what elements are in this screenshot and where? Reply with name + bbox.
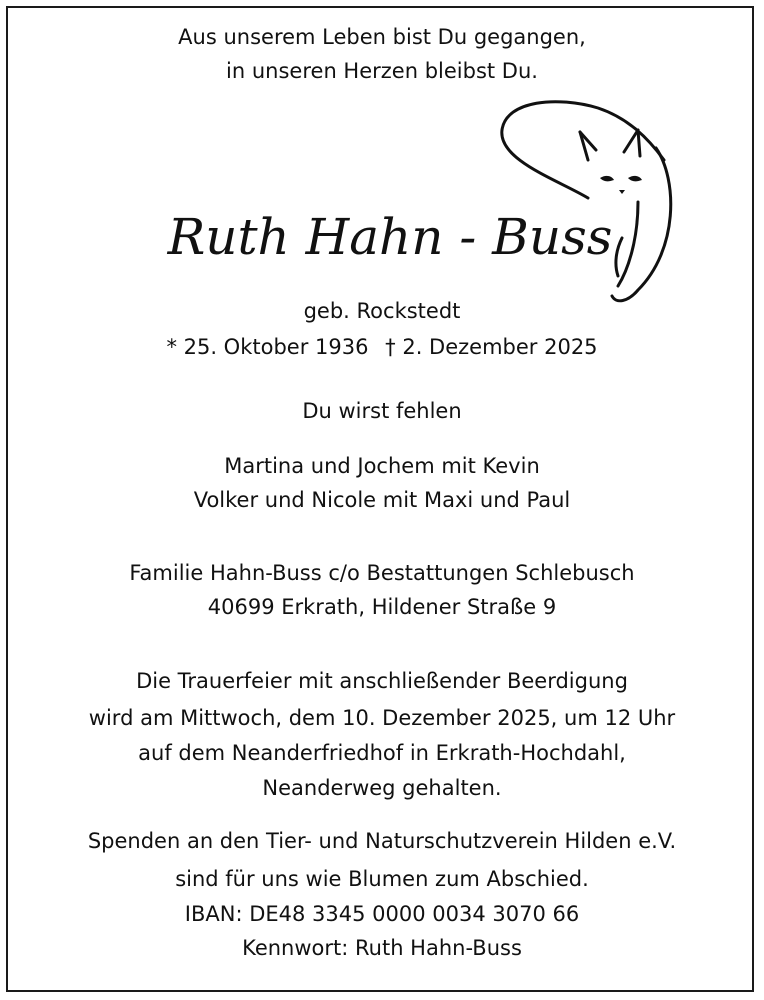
donation-iban: IBAN: DE48 3345 0000 0034 3070 66 bbox=[184, 902, 580, 926]
poem-line-1: Aus unserem Leben bist Du gegangen, bbox=[178, 25, 586, 49]
poem-line-2: in unseren Herzen bleibst Du. bbox=[226, 59, 538, 83]
address-line-1: Familie Hahn-Buss c/o Bestattungen Schlebusch bbox=[129, 561, 635, 585]
donation-line-2: sind für uns wie Blumen zum Abschied. bbox=[175, 867, 589, 891]
mourners-line-2: Volker und Nicole mit Maxi und Paul bbox=[193, 488, 571, 512]
life-dates bbox=[0, 332, 764, 362]
death-cross-icon: † bbox=[385, 335, 396, 359]
ceremony-line-1: Die Trauerfeier mit anschließender Beerdigung bbox=[136, 669, 628, 693]
ceremony-line-4: Neanderweg gehalten. bbox=[262, 776, 502, 800]
farewell-text: Du wirst fehlen bbox=[302, 399, 462, 423]
svg-text:Ruth Hahn - Buss: Ruth Hahn - Buss bbox=[167, 208, 613, 266]
donation-line-1: Spenden an den Tier- und Naturschutzverein Hilden e.V. bbox=[87, 829, 677, 853]
mourners-line-1: Martina und Jochem mit Kevin bbox=[224, 454, 540, 478]
death-date: 2. Dezember 2025 bbox=[402, 335, 598, 359]
signature-name bbox=[160, 196, 620, 286]
maiden-name: geb. Rockstedt bbox=[303, 299, 461, 323]
ceremony-line-3: auf dem Neanderfriedhof in Erkrath-Hochdahl, bbox=[138, 741, 626, 765]
donation-keyword: Kennwort: Ruth Hahn-Buss bbox=[242, 936, 522, 960]
ceremony-line-2: wird am Mittwoch, dem 10. Dezember 2025, um 12 Uhr bbox=[88, 706, 676, 730]
address-line-2: 40699 Erkrath, Hildener Straße 9 bbox=[207, 595, 557, 619]
birth-date: * 25. Oktober 1936 bbox=[166, 335, 369, 359]
